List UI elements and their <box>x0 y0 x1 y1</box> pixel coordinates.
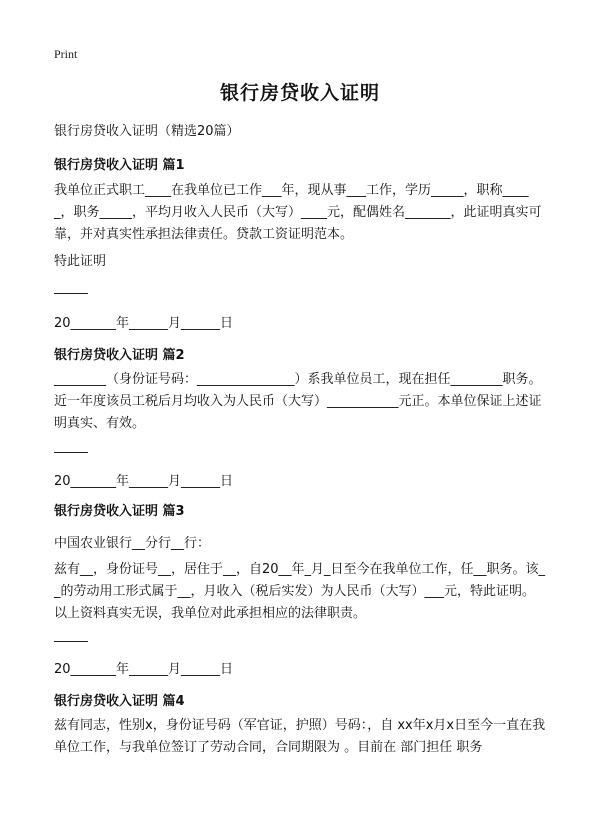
section-body-3: 兹有__，身份证号__，居住于__，自20__年_月_日至今在我单位工作，任__职务。该__的劳动用工形式属于__，月收入（税后实发）为人民币（大写）___元，特此证明。以上资料真实无误，我单位对此承担相应的法律职责。 <box>54 562 546 621</box>
print-link[interactable]: Print <box>54 47 78 61</box>
date-line-3: 20_______年______月______日 <box>54 662 234 677</box>
section-body-2: ________（身份证号码：_______________）系我单位员工，现在担任________职务。近一年度该员工税后月均收入为人民币（大写）___________元正。本单位保证上述证明真实、有效。 <box>54 372 542 431</box>
section-heading-2: 银行房贷收入证明 篇2 <box>54 348 185 363</box>
date-line-1: 20_______年______月______日 <box>54 316 234 331</box>
section-body-1: 我单位正式职工____在我单位已工作___年，现从事___工作，学历_____，职称_____，职务_____，平均月收入人民币（大写）____元，配偶姓名_______，此证明真实可靠，并对真实性承担法律责任。贷款工资证明范本。 <box>54 183 542 242</box>
section-heading-3: 银行房贷收入证明 篇3 <box>54 504 185 519</box>
document-subtitle: 银行房贷收入证明（精选20篇） <box>54 124 240 139</box>
section-heading-4: 银行房贷收入证明 篇4 <box>54 694 185 709</box>
section-heading-1: 银行房贷收入证明 篇1 <box>54 158 185 173</box>
signature-line-1 <box>54 293 88 294</box>
addressee-line: 中国农业银行__分行__行： <box>54 536 211 551</box>
certify-statement: 特此证明 <box>54 254 107 269</box>
signature-line-3 <box>54 641 88 642</box>
page-title: 银行房贷收入证明 <box>219 82 380 104</box>
section-body-4: 兹有同志，性别x，身份证号码（军官证，护照）号码：，自 xx年x月x日至今一直在我单位工作，与我单位签订了劳动合同，合同期限为 。目前在 部门担任 职务 <box>54 718 546 755</box>
signature-line-2 <box>54 452 88 453</box>
date-line-2: 20_______年______月______日 <box>54 474 234 489</box>
